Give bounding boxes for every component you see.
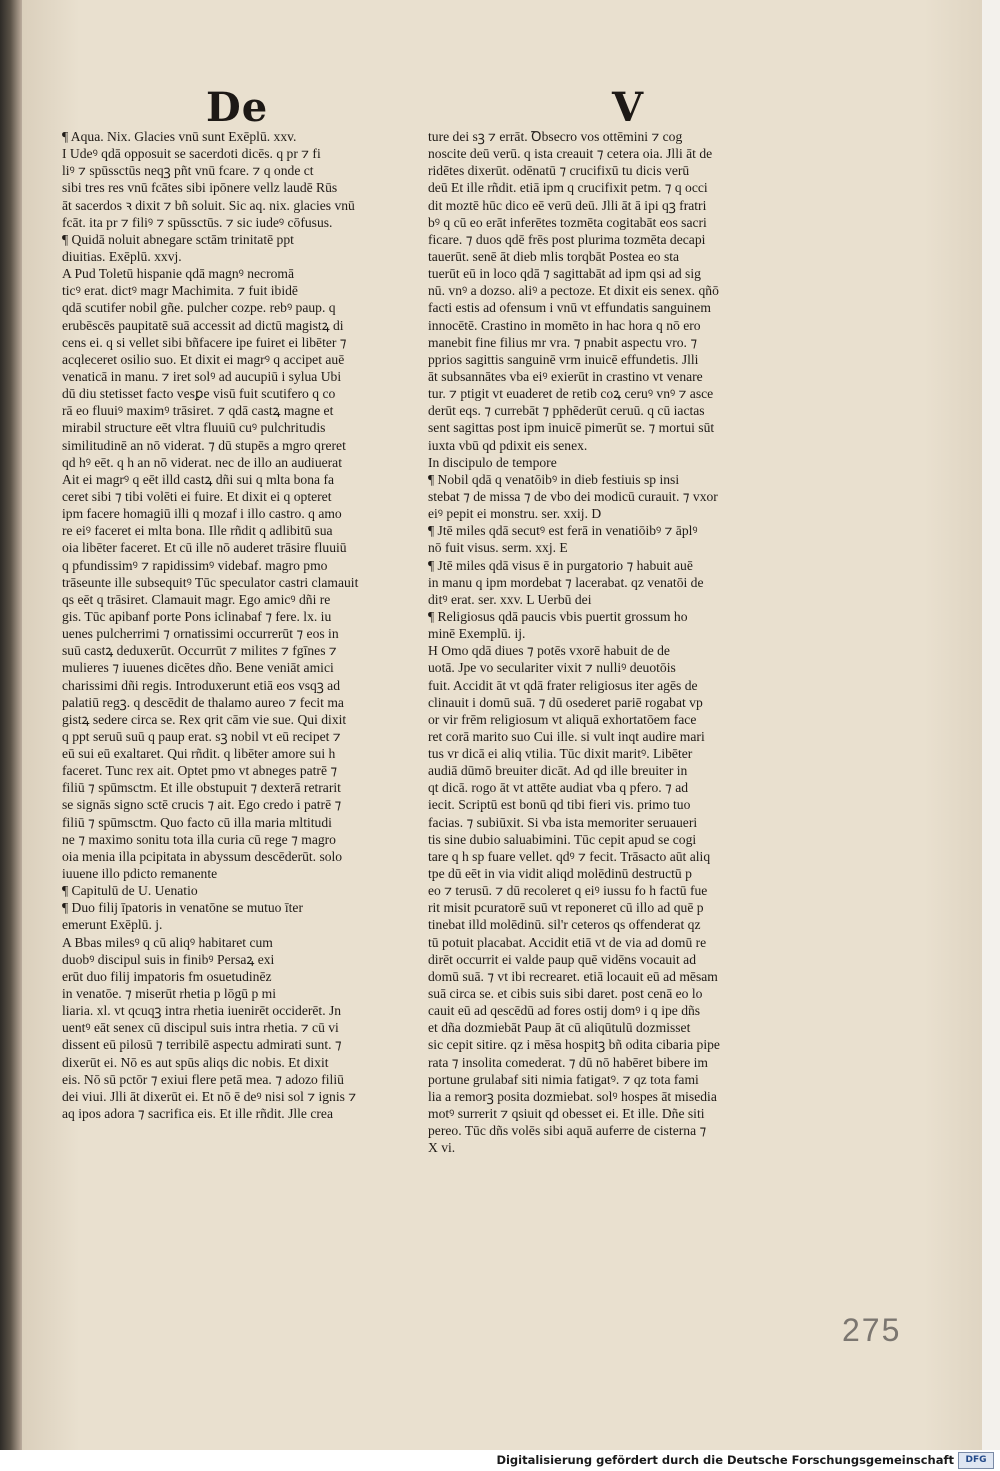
text-line: liaria. xl. vt qcuqꝫ intra rhetia iuenirēt occiderēt. Jn [62, 1003, 342, 1019]
text-line: dei viui. Jlli āt dixerūt ei. Et nō ē deꝰ nisi sol ⁊ ignis ⁊ [62, 1088, 357, 1104]
text-line: charissimi dñi regis. Introduxerunt etiā eos vsqꝫ ad [62, 677, 341, 693]
text-line: noscite deū verū. q ista creauit ⁊ cetera oia. Jlli āt de [428, 146, 713, 162]
text-line: nō fuit visus. serm. xxj. E [428, 540, 568, 556]
text-line: tauerūt. senē āt dieb mlis torqbāt Postea eo sta [428, 248, 680, 264]
text-line: ridētes dixerūt. odēnatū ⁊ crucifixū tu dicis verū [428, 163, 690, 179]
text-line: se signās signo sctē crucis ⁊ ait. Ego credo i patrē ⁊ [62, 797, 342, 813]
text-line: q pfundissimꝰ ⁊ rapidissimꝰ videbaf. magro pmo [62, 557, 328, 573]
text-line: ¶ Jtē miles qdā visus ē in purgatorio ⁊ habuit auē [428, 557, 693, 573]
text-line: minē Exemplū. ij. [428, 626, 526, 642]
text-line: palatiū regꝫ. q descēdit de thalamo aureo ⁊ fecit ma [62, 694, 344, 710]
text-line: q ppt seruū suū q paup erat. sꝫ nobil vt eū recipet ⁊ [62, 728, 341, 744]
running-head-right: V [612, 84, 645, 131]
text-line: in venatōe. ⁊ miserūt rhetia p lōgū p mi [62, 986, 277, 1002]
text-line: āt sacerdos ꝛ dixit ⁊ bñ soluit. Sic aq. nix. glacies vnū [62, 197, 355, 213]
text-column-right [428, 128, 780, 1156]
text-line: audiā dūmō breuiter dicāt. Ad qd ille breuiter in [428, 763, 688, 779]
text-line: gistꝝ sedere circa se. Rex qrit cām vie sue. Qui dixit [62, 711, 347, 727]
text-line: qs eēt q trāsiret. Clamauit magr. Ego amicꝰ dñi re [62, 591, 331, 607]
text-line: fcāt. ita pr ⁊ filiꝰ ⁊ spūssctūs. ⁊ sic iudeꝰ cōfusus. [62, 214, 333, 230]
text-line: oia menia illa pcipitata in abyssum descēderūt. solo [62, 848, 343, 864]
text-line: āt subsannātes vba eiꝰ exierūt in crastino vt venare [428, 368, 703, 384]
text-line: A Pud Toletū hispanie qdā magnꝰ necromā [62, 266, 295, 282]
text-line: venaticā in manu. ⁊ iret solꝰ ad aucupiū i sylua Ubi [62, 368, 342, 384]
text-line: tis sine dubio saluabimini. Tūc cepit apud se cogi [428, 831, 697, 847]
text-line: ceret sibi ⁊ tibi volēti ei fuire. Et dixit ei q opteret [62, 488, 332, 504]
text-line: re eiꝰ faceret ei mlta bona. Ille rñdit q adlibitū sua [62, 523, 333, 539]
text-line: iecit. Scriptū est bonū qd tibi fieri vis. primo tuo [428, 797, 691, 813]
text-line: qdā scutifer nobil gñe. pulcher cozpe. rebꝰ paup. q [62, 300, 336, 316]
text-line: pprios sagittis sanguinē vrm inuicē effundetis. Jlli [428, 351, 699, 367]
text-line: iuxta vbū qd pdixit eis senex. [428, 437, 588, 453]
text-line: dissent eū pilosū ⁊ terribilē aspectu admirati sunt. ⁊ [62, 1037, 342, 1053]
text-line: qt dicā. rogo āt vt attēte audiat vba q pfero. ⁊ ad [428, 780, 689, 796]
text-line: domū suā. ⁊ vt ibi recrearet. etiā locauit eū ad mēsam [428, 968, 718, 984]
text-line: ipm facere homagiū illi q mozaf i illo castro. q amo [62, 506, 342, 522]
text-line: suū castꝝ deduxerūt. Occurrūt ⁊ milites ⁊ fgīnes ⁊ [62, 643, 337, 659]
dfg-logo: DFG [958, 1452, 994, 1469]
text-line: X vi. [428, 1140, 456, 1156]
text-line: A Bbas milesꝰ q cū aliqꝰ habitaret cum [62, 934, 273, 950]
text-line: or vir frēm religiosum vt aliquā exhortatōem face [428, 711, 697, 727]
text-line: gis. Tūc apibanf porte Pons iclinabaf ⁊ fere. lx. iu [62, 608, 332, 624]
text-line: bꝰ q cū eo erāt inferētes tozmēta cogitabāt eos sacri [428, 214, 707, 230]
text-line: innocētē. Crastino in momēto in hac hora q nō ero [428, 317, 701, 333]
text-line: similitudinē an nō viderat. ⁊ dū stupēs a mgro qreret [62, 437, 346, 453]
text-line: cauit eū ad qescēdū ad fores ostij domꝰ i q ipe dñs [428, 1003, 701, 1019]
text-line: trāseunte ille subsequitꝰ Tūc speculator castri clamauit [62, 574, 359, 590]
text-line: sibi tres res vnū fcātes sibi ipōnere vellz laudē Rūs [62, 180, 338, 196]
text-line: lia a remorꝫ posita dozmiebat. solꝰ hospes āt misedia [428, 1088, 717, 1104]
text-line: stebat ⁊ de missa ⁊ de vbo dei modicū curauit. ⁊ vxor [428, 488, 718, 504]
text-line: liꝰ ⁊ spūssctūs neqꝫ pñt vnū fcare. ⁊ q onde ct [62, 163, 314, 179]
text-line: Ait ei magrꝰ q eēt illd castꝝ dñi sui q mlta bona fa [62, 471, 335, 487]
text-line: eiꝰ pepit ei monstru. ser. xxij. D [428, 506, 602, 522]
text-line: ¶ Duo filij īpatoris in venatōne se mutuo īter [62, 900, 303, 916]
text-line: mirabil structure eēt vltra fluuiū cuꝰ pulchritudis [62, 420, 326, 436]
text-line: qd hꝰ eēt. q h an nō viderat. nec de illo an audiuerat [62, 454, 342, 470]
text-line: ture dei sꝫ ⁊ errāt. Ꝺbsecro vos ottēmini ⁊ cog [428, 129, 683, 144]
text-line: ne ⁊ maximo sonitu tota illa curia cū rege ⁊ magro [62, 831, 336, 847]
scan-background [982, 0, 1000, 1450]
text-line: ticꝰ erat. dictꝰ magr Machimita. ⁊ fuit ibidē [62, 283, 298, 299]
text-line: ditꝰ erat. ser. xxv. L Uerbū dei [428, 591, 592, 607]
text-line: et dña dozmiebāt Paup āt cū aliqūtulū dozmisset [428, 1020, 691, 1036]
text-line: emerunt Exēplū. j. [62, 917, 163, 933]
text-line: suā circa se. et cibis suis sibi daret. post cenā eo lo [428, 986, 703, 1002]
handwritten-page-number: 275 [842, 1312, 902, 1348]
text-line: uentꝰ eāt senex cū discipul suis intra rhetia. ⁊ cū vi [62, 1020, 339, 1036]
text-line: rā eo fluuiꝰ maximꝰ trāsiret. ⁊ qdā castꝝ magne et [62, 403, 334, 419]
text-line: ¶ Nobil qdā q venatōibꝰ in dieb festiuis sp insi [428, 471, 680, 487]
text-column-left [62, 128, 422, 1122]
text-line: manebit fine filius mr vra. ⁊ pnabit aspectu vro. ⁊ [428, 334, 698, 350]
text-line: ¶ Quidā noluit abnegare sctām trinitatē ppt [62, 231, 294, 247]
text-line: In discipulo de tempore [428, 454, 557, 470]
text-line: sic cepit sitire. qz i mēsa hospitꝫ bñ odita cibaria pipe [428, 1037, 720, 1053]
text-line: erūt duo filij impatoris fm osuetudinēz [62, 968, 272, 984]
text-line: oia libēter faceret. Et cū ille nō auderet trāsire fluuiū [62, 540, 347, 556]
text-line: eū sui eū exaltaret. Qui rñdit. q libēter amore sui h [62, 746, 336, 762]
text-line: facias. ⁊ subiūxit. Si vba ista memoriter seruaueri [428, 814, 698, 830]
text-line: rata ⁊ insolita comederat. ⁊ dū nō habēret bibere im [428, 1054, 708, 1070]
text-line: facti estis ad ofensum i vnū vt effundatis sanguinem [428, 300, 711, 316]
text-line: ¶ Religiosus qdā paucis vbis puertit grossum ho [428, 608, 688, 624]
text-line: tpe dū eēt in via vidit aliqd molēdinū destructū p [428, 866, 692, 882]
text-line: tur. ⁊ ptigit vt euaderet de retib coꝝ ceruꝰ vnꝰ ⁊ asce [428, 386, 714, 402]
text-line: ¶ Jtē miles qdā secutꝰ est ferā in venatiōibꝰ ⁊ āplꝰ [428, 523, 698, 539]
text-line: ¶ Aqua. Nix. Glacies vnū sunt Exēplū. xxv. [62, 129, 297, 144]
text-line: erubēscēs paupitatē suā accessit ad dictū magistꝝ di [62, 317, 344, 333]
text-line: eo ⁊ terusū. ⁊ dū recoleret q eiꝰ iussu fo h factū fue [428, 883, 708, 899]
text-line: tinebat illd molēdinū. sil'r ceteros qs offenderat qz [428, 917, 701, 933]
text-line: H Omo qdā diues ⁊ potēs vxorē habuit de de [428, 643, 670, 659]
text-line: uenes pulcherrimi ⁊ ornatissimi occurrerūt ⁊ eos in [62, 626, 339, 642]
running-head-left: De [206, 84, 269, 131]
digitization-credit: Digitalisierung gefördert durch die Deutsche Forschungsgemeinschaft [496, 1453, 954, 1467]
text-line: cens ei. q si vellet sibi bñfacere ipe fuiret ei libēter ⁊ [62, 334, 347, 350]
text-line: dit moztē hūc dico eē verū deū. Jlli āt ā ipi qꝫ fratri [428, 197, 707, 213]
text-line: sent sagittas post ipm inuicē pimerūt se. ⁊ mortui sūt [428, 420, 715, 436]
text-line: derūt eqs. ⁊ currebāt ⁊ pphēderūt ceruū. q cū iactas [428, 403, 705, 419]
text-line: duobꝰ discipul suis in finibꝰ Persaꝝ exi [62, 951, 275, 967]
text-line: deū Et ille rñdit. etiā ipm q crucifixit petm. ⁊ q occi [428, 180, 708, 196]
text-line: portune grulabaf siti nimia fatigatꝰ. ⁊ qz tota fami [428, 1071, 699, 1087]
text-line: ret corā marito suo Cui ille. si vult inqt audire mari [428, 728, 705, 744]
text-line: I Udeꝰ qdā opposuit se sacerdoti dicēs. q pr ⁊ fi [62, 146, 321, 162]
text-line: iuuene illo pdicto remanente [62, 866, 218, 882]
text-line: ¶ Capitulū de U. Uenatio [62, 883, 198, 899]
text-line: fuit. Accidit āt vt qdā frater religiosus iter agēs de [428, 677, 698, 693]
text-line: dirēt occurrit ei valde paup quē vidēns vocauit ad [428, 951, 696, 967]
text-line: tū potuit placabat. Accidit etiā vt de via ad domū re [428, 934, 707, 950]
text-line: motꝰ surrerit ⁊ qsiuit qd obesset ei. Et ille. Dñe siti [428, 1106, 705, 1122]
text-line: dixerūt ei. Nō es aut spūs aliqs dic nobis. Et dixit [62, 1054, 329, 1070]
text-line: in manu q ipm mordebat ⁊ lacerabat. qz venatōi de [428, 574, 704, 590]
text-line: ficare. ⁊ duos qdē frēs post plurima tozmēta decapi [428, 231, 706, 247]
text-line: filiū ⁊ spūmsctm. Et ille obstupuit ⁊ dexterā retrarit [62, 780, 341, 796]
text-line: clinauit i domū suā. ⁊ dū osederet pariē rogabat vp [428, 694, 703, 710]
text-line: dū diu stetisset facto vesꝑe visū fuit scutifero q co [62, 386, 336, 402]
text-line: eis. Nō sū pctōr ⁊ exiui flere petā mea. ⁊ adozo filiū [62, 1071, 344, 1087]
text-line: mulieres ⁊ iuuenes dicētes dño. Bene veniāt amici [62, 660, 334, 676]
text-line: tare q h sp fuare vellet. qdꝰ ⁊ fecit. Trāsacto aūt aliq [428, 848, 711, 864]
text-line: uotā. Jpe vo seculariter vixit ⁊ nulliꝰ deuotōis [428, 660, 676, 676]
text-line: tuerūt eū in loco qdā ⁊ sagittabāt ad ipm qsi ad sig [428, 266, 701, 282]
text-line: diuitias. Exēplū. xxvj. [62, 248, 182, 264]
text-line: tus vr dicā ei aliq vtilia. Tūc dixit maritꝰ. Libēter [428, 746, 693, 762]
text-line: pereo. Tūc dñs volēs sibi aquā auferre de cisterna ⁊ [428, 1123, 707, 1139]
text-line: nū. vnꝰ a dozso. aliꝰ a pectoze. Et dixit eis senex. qñō [428, 283, 719, 299]
text-line: rit misit pcuratorē suū vt reponeret cū illo ad quē p [428, 900, 704, 916]
text-line: aq ipos adora ⁊ sacrifica eis. Et ille rñdit. Jlle crea [62, 1106, 333, 1122]
text-line: filiū ⁊ spūmsctm. Quo facto cū illa maria mltitudi [62, 814, 332, 830]
text-line: faceret. Tunc rex ait. Optet pmo vt abneges patrē ⁊ [62, 763, 338, 779]
text-line: acqleceret osilio suo. Et dixit ei magrꝰ q accipet auē [62, 351, 345, 367]
